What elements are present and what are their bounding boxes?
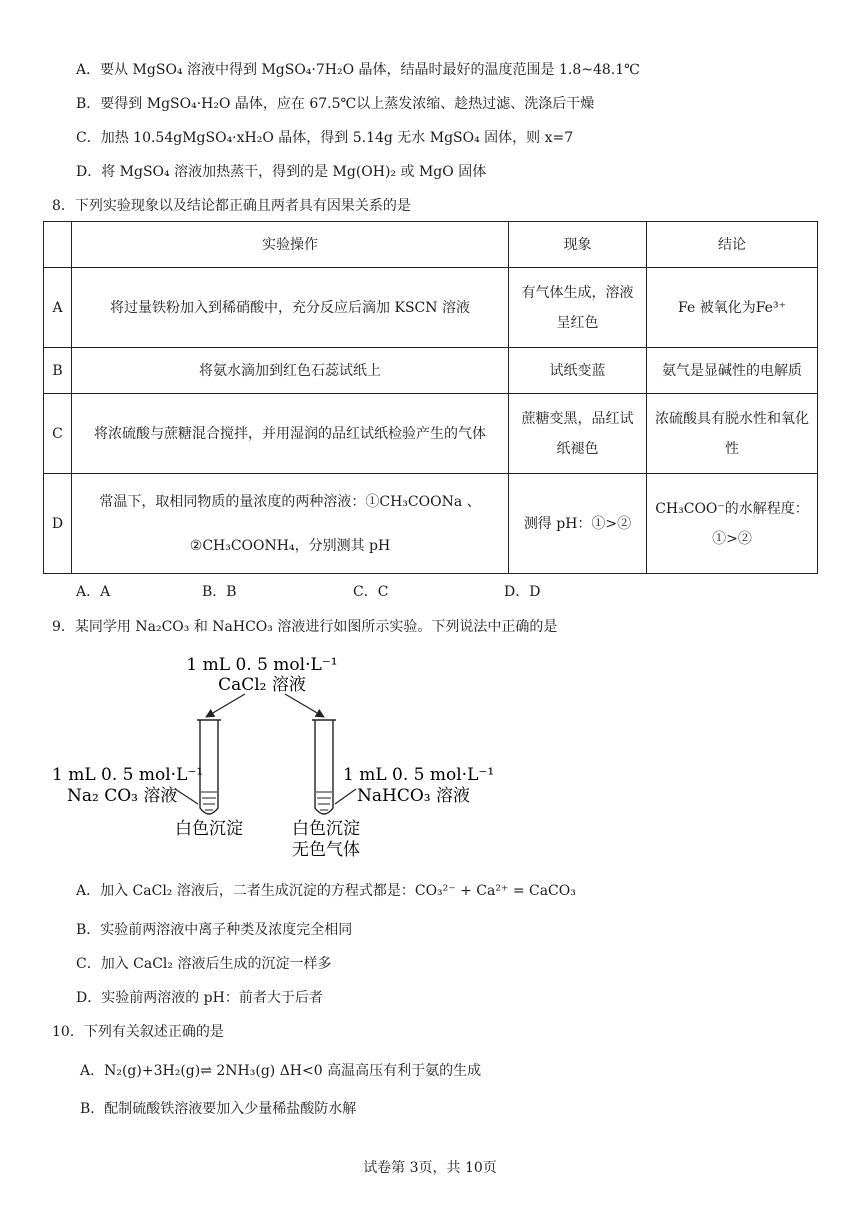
diagram-left-label-2: Na₂ CO₃ 溶液 — [67, 786, 178, 806]
left-result: 白色沉淀 — [175, 819, 243, 839]
header-conclusion: 结论 — [647, 222, 818, 268]
q7-option-c: C．加热 10.54gMgSO₄·xH₂O 晶体，得到 5.14g 无水 MgSO₄ 固体，则 x=7 — [76, 130, 574, 146]
q10-option-b: B．配制硫酸铁溶液要加入少量稀盐酸防水解 — [80, 1101, 357, 1117]
q7-option-b: B．要得到 MgSO₄·H₂O 晶体，应在 67.5℃以上蒸发浓缩、趁热过滤、洗涤后干燥 — [76, 96, 595, 112]
q7-option-a: A．要从 MgSO₄ 溶液中得到 MgSO₄·7H₂O 晶体，结晶时最好的温度范围是 1.8~48.1℃ — [76, 62, 640, 78]
row-label: B — [44, 348, 72, 394]
row-conclusion: 氨气是显碱性的电解质 — [647, 348, 818, 394]
row-label: D — [44, 474, 72, 574]
row-label: A — [44, 268, 72, 348]
q9-option-b: B．实验前两溶液中离子种类及浓度完全相同 — [76, 922, 353, 938]
left-label-pointer — [175, 789, 198, 804]
row-phenomenon: 有气体生成，溶液呈红色 — [509, 268, 647, 348]
q9-option-a: A．加入 CaCl₂ 溶液后，二者生成沉淀的方程式都是：CO₃²⁻ + Ca²⁺ = CaCO₃ — [76, 883, 576, 899]
row-label: C — [44, 394, 72, 474]
right-label-pointer — [335, 789, 356, 804]
q8-option-a: A．A — [76, 584, 111, 600]
right-result-1: 白色沉淀 — [292, 819, 360, 839]
q10-option-a: A．N₂(g)+3H₂(g)⇌ 2NH₃(g) ΔH<0 高温高压有利于氨的生成 — [80, 1063, 482, 1079]
header-phenomenon: 现象 — [509, 222, 647, 268]
diagram-top-label-1: 1 mL 0. 5 mol·L⁻¹ — [186, 655, 338, 675]
q8-option-b: B．B — [202, 584, 237, 600]
row-phenomenon: 蔗糖变黑，品红试纸褪色 — [509, 394, 647, 474]
row-conclusion: 浓硫酸具有脱水性和氧化性 — [647, 394, 818, 474]
row-conclusion: Fe 被氧化为Fe³⁺ — [647, 268, 818, 348]
q9-option-d: D．实验前两溶液的 pH：前者大于后者 — [76, 990, 323, 1006]
row-phenomenon: 测得 pH：①>② — [509, 474, 647, 574]
q9-stem: 9．某同学用 Na₂CO₃ 和 NaHCO₃ 溶液进行如图所示实验。下列说法中正确的是 — [52, 619, 558, 635]
arrow-to-left-tube — [206, 694, 245, 717]
page-footer: 试卷第 3页，共 10页 — [363, 1160, 497, 1176]
header-operation: 实验操作 — [72, 222, 509, 268]
q8-option-d: D．D — [504, 584, 541, 600]
diagram-left-label-1: 1 mL 0. 5 mol·L⁻¹ — [52, 765, 204, 785]
q7-option-d: D．将 MgSO₄ 溶液加热蒸干，得到的是 Mg(OH)₂ 或 MgO 固体 — [76, 164, 487, 180]
q9-option-c: C．加入 CaCl₂ 溶液后生成的沉淀一样多 — [76, 956, 332, 972]
arrow-to-right-tube — [285, 694, 324, 717]
row-operation-line-2: ②CH₃COONH₄，分别测其 pH — [189, 537, 391, 554]
row-operation: 将浓硫酸与蔗糖混合搅拌，并用湿润的品红试纸检验产生的气体 — [72, 394, 509, 474]
q8-option-c: C．C — [353, 584, 389, 600]
diagram-right-label-1: 1 mL 0. 5 mol·L⁻¹ — [343, 765, 495, 785]
q10-stem: 10．下列有关叙述正确的是 — [52, 1024, 224, 1040]
right-result-2: 无色气体 — [292, 840, 360, 860]
diagram-right-label-2: NaHCO₃ 溶液 — [357, 786, 470, 806]
right-test-tube — [312, 720, 336, 814]
diagram-top-label-2: CaCl₂ 溶液 — [218, 675, 306, 695]
row-phenomenon: 试纸变蓝 — [509, 348, 647, 394]
row-operation: 将氨水滴加到红色石蕊试纸上 — [72, 348, 509, 394]
q8-stem: 8．下列实验现象以及结论都正确且两者具有因果关系的是 — [52, 198, 411, 214]
row-operation: 将过量铁粉加入到稀硝酸中，充分反应后滴加 KSCN 溶液 — [72, 268, 509, 348]
row-operation-line-1: 常温下，取相同物质的量浓度的两种溶液：①CH₃COONa 、 — [99, 493, 481, 510]
row-conclusion: CH₃COO⁻的水解程度：①>② — [647, 474, 818, 574]
